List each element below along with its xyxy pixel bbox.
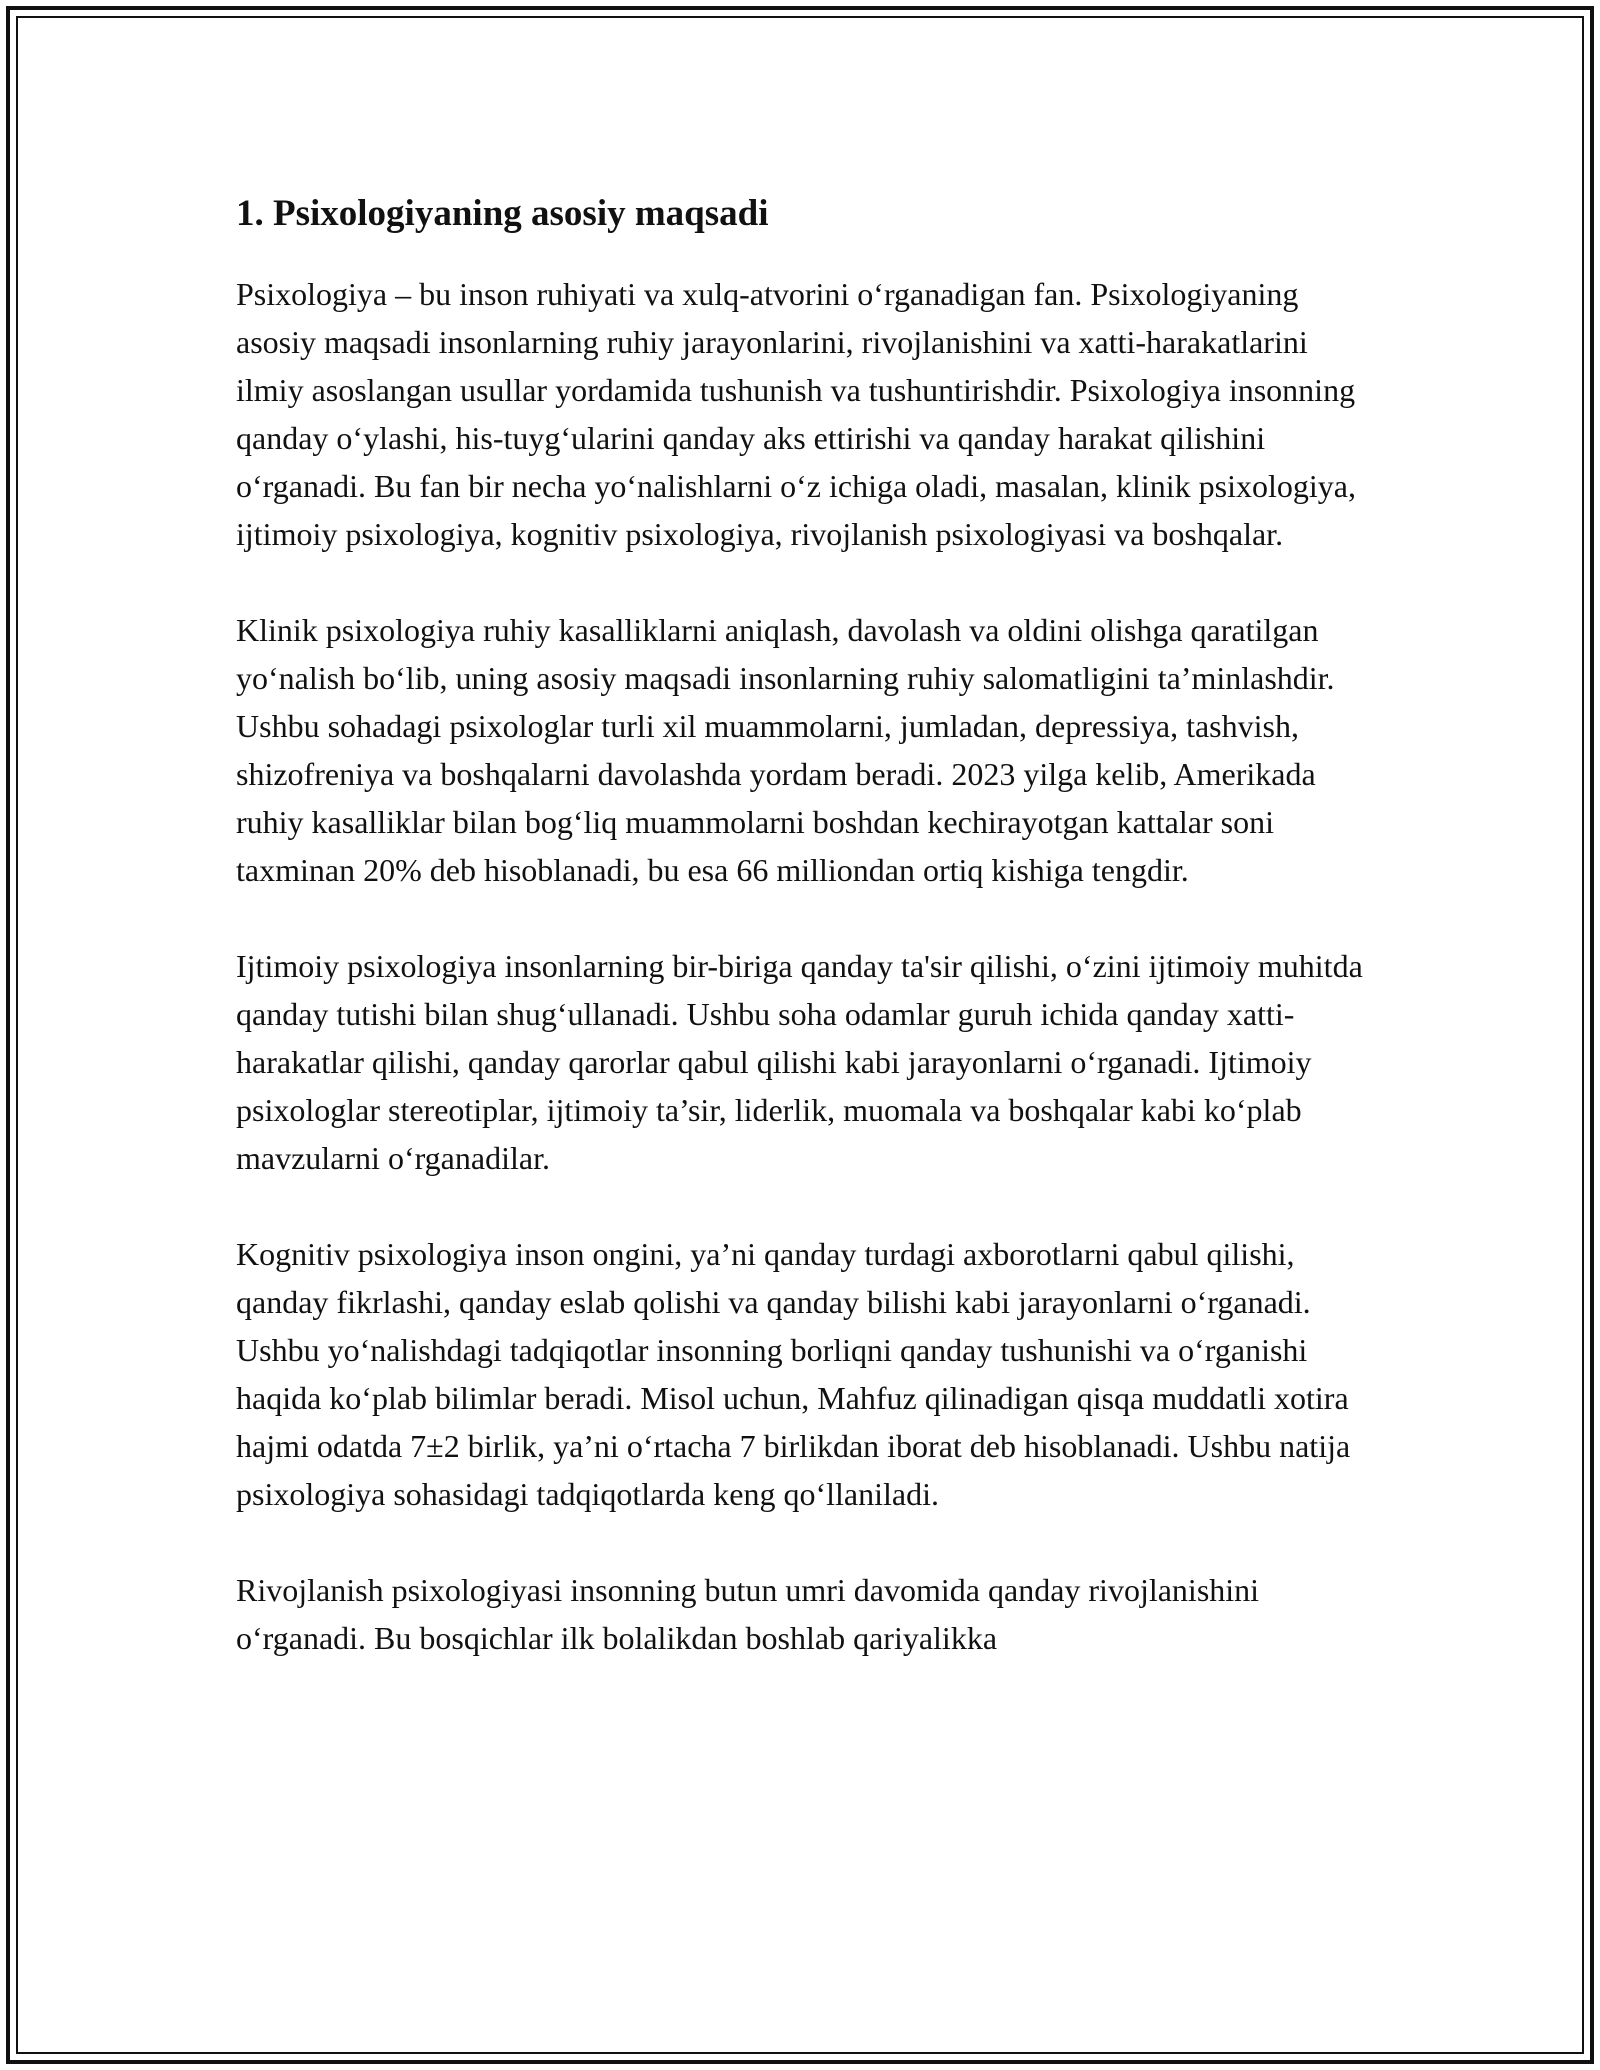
document-body [236, 190, 1366, 1710]
paragraph-social: Ijtimoiy psixologiya insonlarning bir-biriga qanday ta'sir qilishi, o‘zini ijtimoiy muhitda qanday tutishi bilan shug‘ullanadi. Ushbu soha odamlar guruh ichida qanday xatti-harakatlar qilishi, qanday qarorlar qabul qilishi kabi jarayonlarni o‘rganadi. Ijtimoiy psixologlar stereotiplar, ijtimoiy ta’sir, liderlik, muomala va boshqalar kabi ko‘plab mavzularni o‘rganadilar. [236, 948, 1363, 1176]
section-heading: 1. Psixologiyaning asosiy maqsadi [236, 193, 769, 234]
paragraph-cognitive: Kognitiv psixologiya inson ongini, ya’ni qanday turdagi axborotlarni qabul qilishi, qanday fikrlashi, qanday eslab qolishi va qanday bilishi kabi jarayonlarni o‘rganadi. Ushbu yo‘nalishdagi tadqiqotlar insonning borliqni qanday tushunishi va o‘rganishi haqida ko‘plab bilimlar beradi. Misol uchun, Mahfuz qilinadigan qisqa muddatli xotira hajmi odatda 7±2 birlik, ya’ni o‘rtacha 7 birlikdan iborat deb hisoblanadi. Ushbu natija psixologiya sohasidagi tadqiqotlarda keng qo‘llaniladi. [236, 1236, 1351, 1512]
paragraph-clinical: Klinik psixologiya ruhiy kasalliklarni aniqlash, davolash va oldini olishga qaratilgan yo‘nalish bo‘lib, uning asosiy maqsadi insonlarning ruhiy salomatligini ta’minlashdir. Ushbu sohadagi psixologlar turli xil muammolarni, jumladan, depressiya, tashvish, shizofreniya va boshqalarni davolashda yordam beradi. 2023 yilga kelib, Amerikada ruhiy kasalliklar bilan bog‘liq muammolarni boshdan kechirayotgan kattalar soni taxminan 20% deb hisoblanadi, bu esa 66 milliondan ortiq kishiga tengdir. [236, 612, 1335, 888]
paragraph-developmental: Rivojlanish psixologiyasi insonning butun umri davomida qanday rivojlanishini o‘rganadi. Bu bosqichlar ilk bolalikdan boshlab qariyalikka [236, 1572, 1260, 1656]
paragraph-intro: Psixologiya – bu inson ruhiyati va xulq-atvorini o‘rganadigan fan. Psixologiyaning asosiy maqsadi insonlarning ruhiy jarayonlarini, rivojlanishini va xatti-harakatlarini ilmiy asoslangan usullar yordamida tushunish va tushuntirishdir. Psixologiya insonning qanday o‘ylashi, his-tuyg‘ularini qanday aks ettirishi va qanday harakat qilishini o‘rganadi. Bu fan bir necha yo‘nalishlarni o‘z ichiga oladi, masalan, klinik psixologiya, ijtimoiy psixologiya, kognitiv psixologiya, rivojlanish psixologiyasi va boshqalar. [236, 276, 1356, 552]
